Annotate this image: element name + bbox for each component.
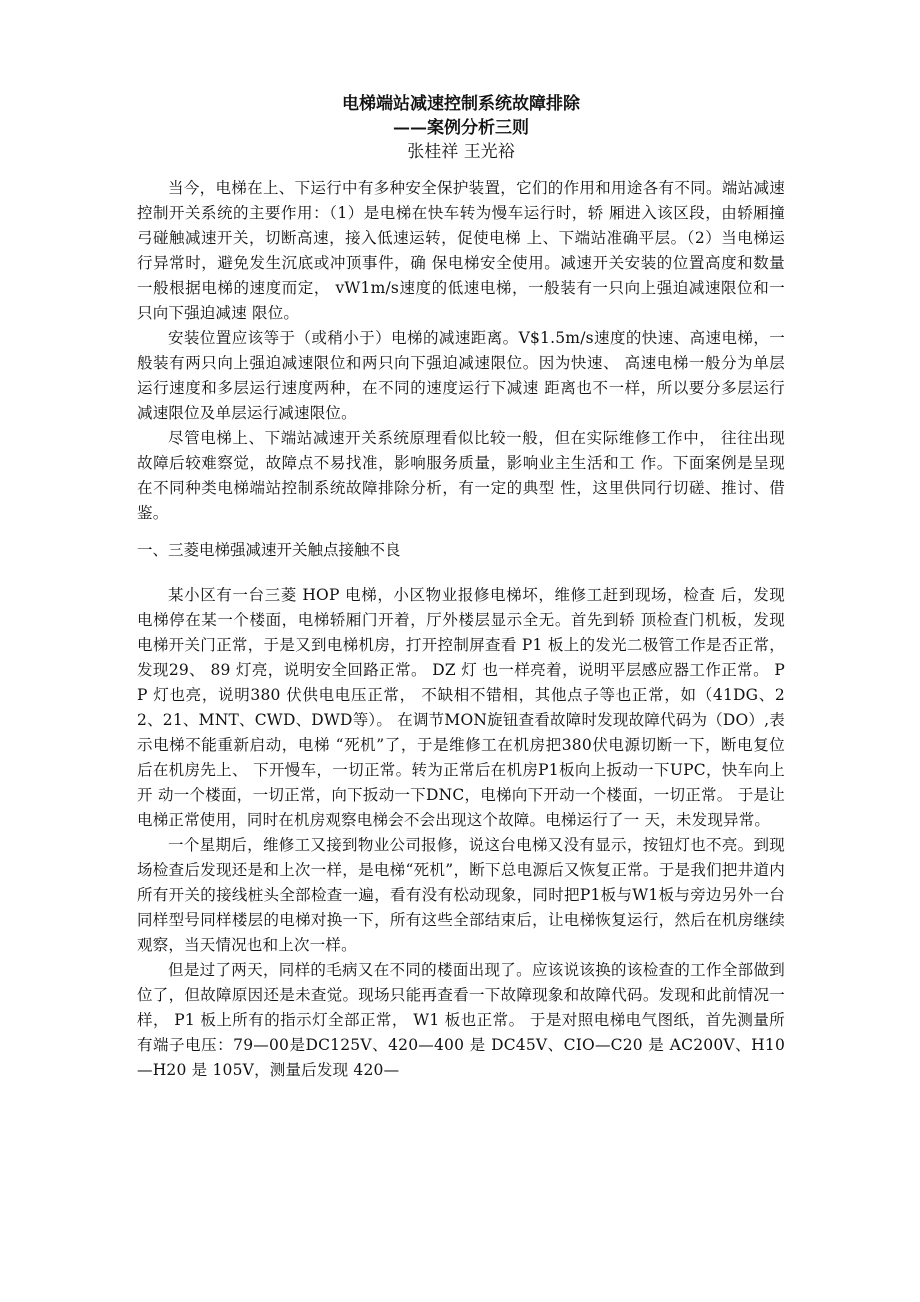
paragraph-case-1: 某小区有一台三菱 HOP 电梯，小区物业报修电梯坏，维修工赶到现场，检查 后，发现电梯停在某一个楼面，电梯轿厢门开着，厅外楼层显示全无。首先到轿 顶检查门机板，发现电梯开关门正常，于是又到电梯机房，打开控制屏查看 P1 板上的发光二极管工作是否正常，发现29、 89 灯亮，说明安全回路正常。 DZ 灯 也一样亮着，说明平层感应器工作正常。 PP 灯也亮，说明380 伏供电电压正常， 不缺相不错相，其他点子等也正常，如（41DG、22、21、MNT、CWD、DWD等）。 在调节MON旋钮查看故障时发现故障代码为（DO）,表示电梯不能重新启动，电梯 “死机”了，于是维修工在机房把380伏电源切断一下，断电复位后在机房先上、 下开慢车，一切正常。转为正常后在机房P1板向上扳动一下UPC，快车向上开 动一个楼面，一切正常，向下扳动一下DNC，电梯向下开动一个楼面，一切正常。 于是让电梯正常使用，同时在机房观察电梯会不会出现这个故障。电梯运行了一 天，未发现异常。 <box>137 586 785 829</box>
authors-line: 张桂祥 王光裕 <box>407 142 515 162</box>
paragraph-case-2: 一个星期后，维修工又接到物业公司报修，说这台电梯又没有显示，按钮灯也不亮。到现场检查后发现还是和上次一样，是电梯“死机”，断下总电源后又恢复正常。于是我们把井道内所有开关的接线桩头全部检查一遍，看有没有松动现象，同时把P1板与W1板与旁边另外一台同样型号同样楼层的电梯对换一下，所有这些全部结束后，让电梯恢复运行，然后在机房继续观察，当天情况也和上次一样。 <box>137 836 785 954</box>
paragraph-intro-1: 当今，电梯在上、下运行中有多种安全保护装置，它们的作用和用途各有不同。端站减速控制开关系统的主要作用：（1）是电梯在快车转为慢车运行时，轿 厢进入该区段，由轿厢撞弓碰触减速开关，切断高速，接入低速运转，促使电梯 上、下端站准确平层。（2）当电梯运行异常时，避免发生沉底或冲顶事件，确 保电梯安全使用。减速开关安装的位置高度和数量一般根据电梯的速度而定， vW1m/s速度的低速电梯，一般装有一只向上强迫减速限位和一只向下强迫减速 限位。 <box>137 179 785 322</box>
paragraph-intro-3: 尽管电梯上、下端站减速开关系统原理看似比较一般，但在实际维修工作中， 往往出现故障后较难察觉，故障点不易找准，影响服务质量，影响业主生活和工 作。下面案例是呈现在不同种类电梯端站控制系统故障排除分析，有一定的典型 性，这里供同行切磋、推讨、借鉴。 <box>137 429 785 522</box>
section-heading: 一、三菱电梯强减速开关触点接触不良 <box>137 541 401 559</box>
document-title: 电梯端站减速控制系统故障排除 <box>342 94 580 114</box>
document-body <box>137 92 785 1083</box>
paragraph-intro-2: 安装位置应该等于（或稍小于）电梯的减速距离。V$1.5m/s速度的快速、高速电梯，一般装有两只向上强迫减速限位和两只向下强迫减速限位。因为快速、 高速电梯一般分为单层运行速度和多层运行速度两种，在不同的速度运行下减速 距离也不一样，所以要分多层运行减速限位及单层运行减速限位。 <box>137 329 785 422</box>
paragraph-case-3: 但是过了两天，同样的毛病又在不同的楼面出现了。应该说该换的该检查的工作全部做到位了，但故障原因还是未查觉。现场只能再查看一下故障现象和故障代码。发现和此前情况一样， P1 板上所有的指示灯全部正常， W1 板也正常。 于是对照电梯电气图纸，首先测量所有端子电压：79—00是DC125V、420—400 是 DC45V、CIO—C20 是 AC200V、H10—H20 是 105V，测量后发现 420— <box>137 961 785 1079</box>
document-subtitle: ——案例分析三则 <box>393 118 529 138</box>
